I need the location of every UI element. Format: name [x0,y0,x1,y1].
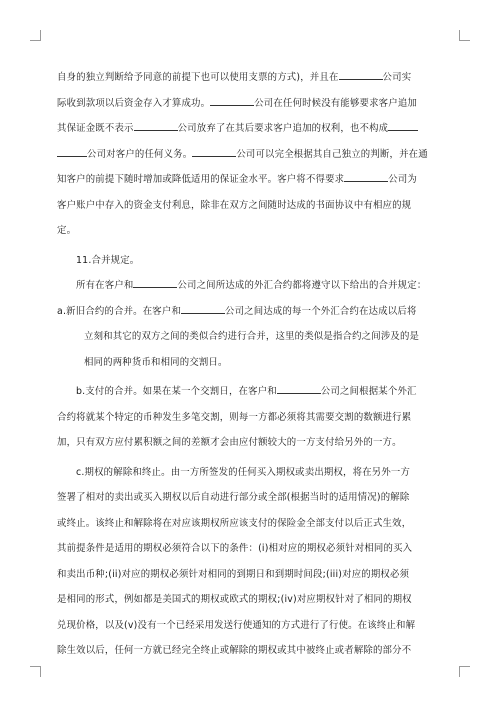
fill-in-blank [388,120,418,131]
text-line: 兑现价格，以及(v)没有一个已经采用发送行使通知的方式进行了行使。在该终止和解 [57,619,416,631]
text-line: 或终止。该终止和解除将在对应该期权所应该支付的保险金全部支付以后正式生效， [57,517,412,529]
crop-mark-bottom-right [459,666,470,677]
fill-in-blank [192,146,236,157]
text-line: 是相同的形式，例如都是美国式的期权或欧式的期权;(iv)对应期权针对了相同的期权 [57,594,412,605]
crop-mark-top-right [459,30,470,41]
text-line: 公司对客户的任何义务。 公司可以完全根据其自己独立的判断，并在通 [57,142,449,168]
crop-mark-bottom-left [30,666,41,677]
text-line: 定。 [57,225,77,236]
text-line: c.期权的解除和终止。由一方所签发的任何买入期权或卖出期权，将在另外一方 [76,466,411,478]
fill-in-blank [210,95,254,106]
text-line: 所有在客户和 公司之间所达成的外汇合约都将遵守以下给出的合并规定： [57,273,449,299]
section-heading: 11.合并规定。 [76,254,140,266]
text-line: a.新旧合约的合并。在客户和 公司之间达成的每一个外汇合约在达成以后将 [57,299,449,325]
text-line: 知客户的前提下随时增加或降低适用的保证金水平。客户将不得要求 公司为 [57,167,449,193]
text-line: 其保证金既不表示 公司放弃了在其后要求客户追加的权利，也不构成 [57,116,449,142]
text-line: 和卖出币种;(ii)对应的期权必须针对相同的到期日和到期时间段;(iii)对应的期权必须 [57,568,410,580]
text-line: 除生效以后，任何一方就已经完全终止或解除的期权或其中被终止或者解除的部分不 [57,645,412,656]
text-line: 相同的两种货币和相同的交割日。 [84,356,228,368]
text-line: 签署了相对的卖出或买入期权以后自动进行部分或全部(根据当时的适用情况)的解除 [57,492,410,503]
fill-in-blank [57,146,87,157]
fill-in-blank [344,171,388,182]
crop-mark-top-left [30,30,41,41]
text-line: 其前提条件是适用的期权必须符合以下的条件：(i)相对应的期权必须针对相同的买入 [57,543,413,554]
fill-in-blank [277,383,321,394]
fill-in-blank [339,69,383,80]
document-body [57,65,449,664]
text-line: 立刻和其它的双方之间的类似合约进行合并，这里的类似是指合约之间涉及的是 [84,331,420,342]
text-line: 客户账户中存入的资金支付利息，除非在双方之间随时达成的书面协议中有相应的规 [57,199,412,211]
text-line: 加，只有双方应付累积额之间的差额才会由应付额较大的一方支付给另外的一方。 [57,437,402,448]
fill-in-blank [134,120,178,131]
fill-in-blank [133,277,177,288]
text-line: 合约将就某个特定的币种发生多笔交割，则每一方都必须将其需要交割的数额进行累 [57,411,412,423]
text-line: 自身的独立判断给予同意的前提下也可以使用支票的方式)，并且在 公司实 [57,65,449,91]
text-line: b.支付的合并。如果在某一个交割日，在客户和 公司之间根据某个外汇 [57,379,449,405]
fill-in-blank [181,303,225,314]
text-line: 际收到款项以后资金存入才算成功。 公司在任何时候没有能够要求客户追加 [57,91,449,117]
